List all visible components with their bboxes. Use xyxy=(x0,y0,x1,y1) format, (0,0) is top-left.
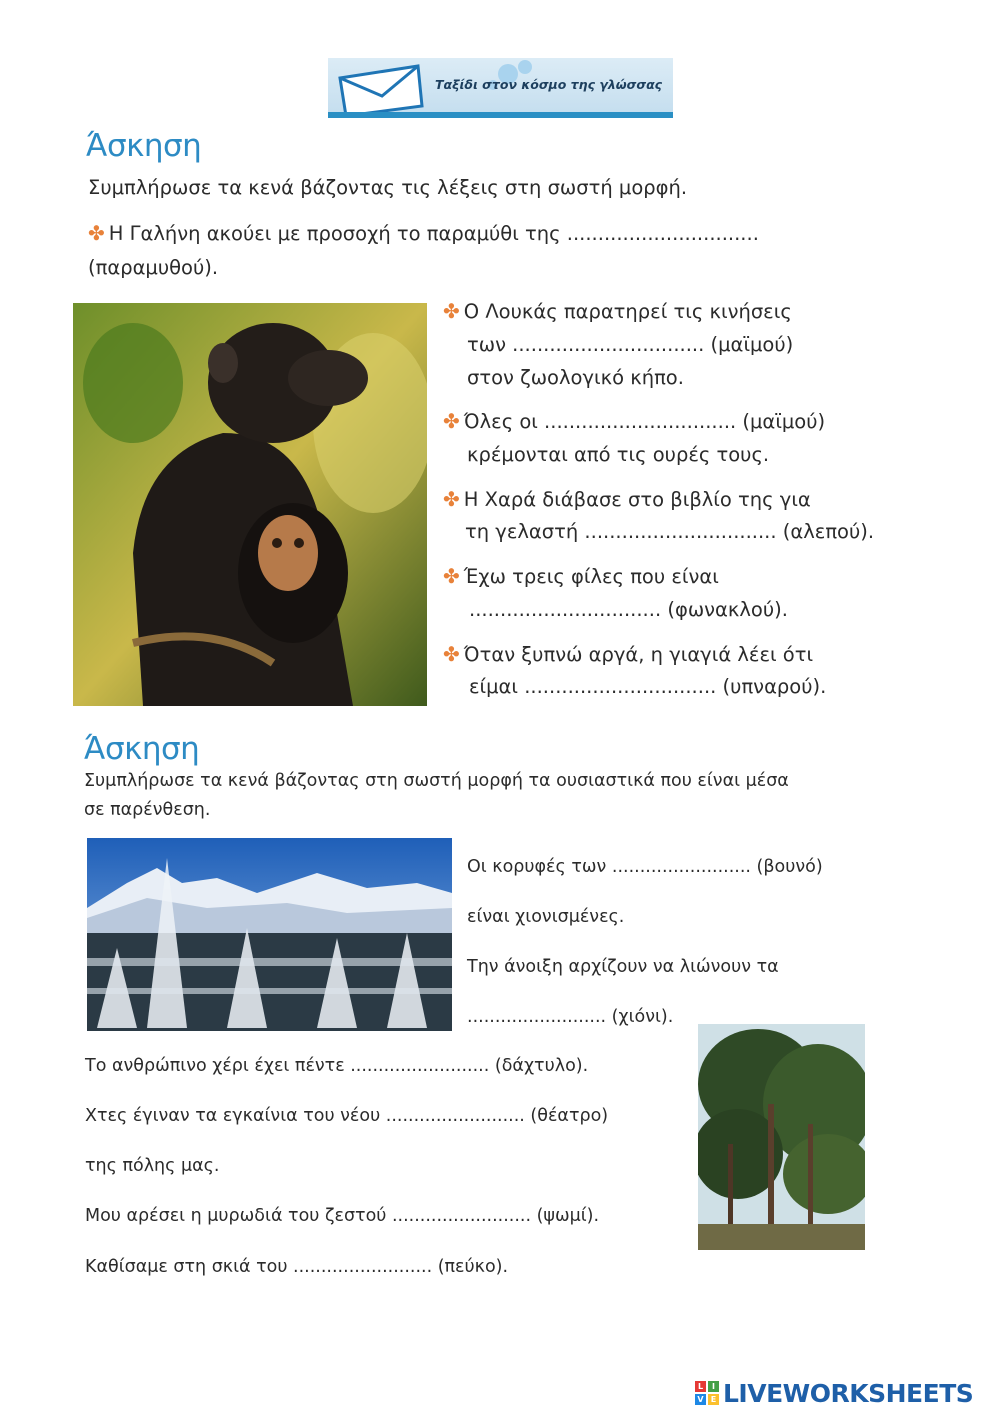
bullet-icon: ✤ xyxy=(443,299,460,323)
bullet-icon: ✤ xyxy=(88,221,105,245)
bullet-icon: ✤ xyxy=(443,409,460,433)
exercise1-item: ✤ Η Χαρά διάβασε στο βιβλίο της για xyxy=(443,487,811,511)
liveworksheets-logo-icon: L I V E xyxy=(695,1381,719,1405)
exercise1-item: ✤ Έχω τρεις φίλες που είναι xyxy=(443,564,719,588)
exercise1-item-text: στον ζωολογικό κήπο. xyxy=(467,366,684,389)
exercise1-instruction: Συμπλήρωσε τα κενά βάζοντας τις λέξεις στη σωστή μορφή. xyxy=(88,176,688,199)
header-banner xyxy=(328,58,673,118)
exercise2-instruction: Συμπλήρωσε τα κενά βάζοντας στη σωστή μορφή τα ουσιαστικά που είναι μέσα xyxy=(84,771,789,791)
bullet-icon: ✤ xyxy=(443,487,460,511)
exercise2-instruction: σε παρένθεση. xyxy=(84,800,211,820)
bullet-icon: ✤ xyxy=(443,564,460,588)
banner-title: Ταξίδι στον κόσμο της γλώσσας xyxy=(435,77,663,92)
exercise1-item: ✤ Όταν ξυπνώ αργά, η γιαγιά λέει ότι xyxy=(443,642,814,666)
exercise2-heading: Άσκηση xyxy=(84,731,200,767)
exercise2-sentence: Οι κορυφές των ......................... (βουνό) xyxy=(467,857,823,877)
chimpanzee-photo xyxy=(73,303,427,706)
exercise1-item-text: των ............................... (μαϊμού) xyxy=(467,333,794,356)
exercise1-item-text: (παραμυθού). xyxy=(88,256,219,279)
exercise2-sentence: Την άνοιξη αρχίζουν να λιώνουν τα xyxy=(467,957,779,977)
exercise2-sentence: της πόλης μας. xyxy=(85,1156,220,1176)
exercise2-sentence: Χτες έγιναν τα εγκαίνια του νέου ......................... (θέατρο) xyxy=(85,1106,609,1126)
exercise2-sentence: Το ανθρώπινο χέρι έχει πέντε ......................... (δάχτυλο). xyxy=(85,1056,589,1076)
exercise1-item-text: ............................... (φωνακλού). xyxy=(469,598,788,621)
exercise1-heading: Άσκηση xyxy=(86,128,202,164)
bullet-icon: ✤ xyxy=(443,642,460,666)
exercise2-sentence: Καθίσαμε στη σκιά του ......................... (πεύκο). xyxy=(85,1257,509,1277)
exercise2-sentence: είναι χιονισμένες. xyxy=(467,907,625,927)
pine-tree-photo xyxy=(698,1024,865,1250)
exercise1-item-text: τη γελαστή ............................... (αλεπού). xyxy=(465,520,875,543)
exercise2-sentence: ......................... (χιόνι). xyxy=(467,1007,674,1027)
exercise1-item: ✤ Η Γαλήνη ακούει με προσοχή το παραμύθι της ............................... xyxy=(88,221,759,245)
liveworksheets-logo[interactable] xyxy=(695,1377,973,1409)
exercise1-item: ✤ Ο Λουκάς παρατηρεί τις κινήσεις xyxy=(443,299,792,323)
liveworksheets-logo-text: LIVEWORKSHEETS xyxy=(723,1378,974,1408)
exercise1-item: ✤ Όλες οι ............................... (μαϊμού) xyxy=(443,409,826,433)
snowy-mountain-photo xyxy=(87,838,452,1031)
exercise2-sentence: Μου αρέσει η μυρωδιά του ζεστού ......................... (ψωμί). xyxy=(85,1206,600,1226)
exercise1-item-text: κρέμονται από τις ουρές τους. xyxy=(467,443,770,466)
exercise1-item-text: είμαι ............................... (υπναρού). xyxy=(469,675,827,698)
envelope-icon xyxy=(334,62,426,116)
